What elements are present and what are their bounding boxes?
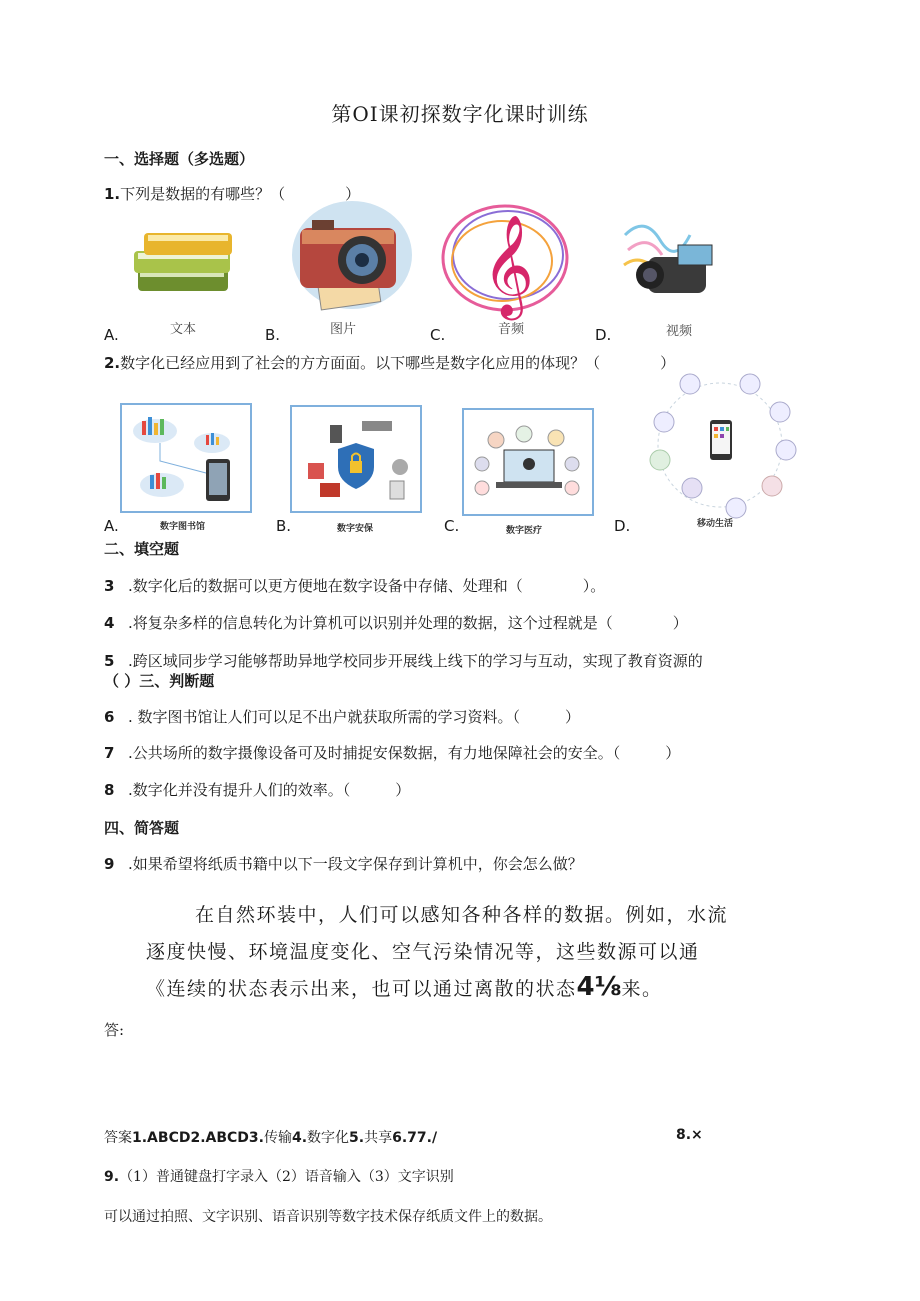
quote-line-1: 在自然环装中，人们可以感知各种各样的数据。例如，水流	[195, 904, 729, 926]
question-number: 5	[104, 652, 115, 670]
answer-key-part: 4.	[291, 1130, 308, 1146]
option-d[interactable]: D.	[595, 326, 612, 344]
page-title: 第OI课初探数字化课时训练	[331, 102, 589, 126]
answer-key-part: （1）普通键盘打字录入（2）语音输入（3）文字识别	[119, 1169, 454, 1185]
svg-text:𝄞: 𝄞	[482, 213, 535, 316]
question-3	[104, 575, 605, 596]
answer-key-part: 8.×	[676, 1127, 703, 1143]
answer-key-part: 9.	[104, 1169, 120, 1185]
option-caption: 音频	[498, 322, 525, 337]
option-a[interactable]: A.	[104, 326, 119, 344]
option-caption: 视频	[666, 324, 693, 339]
question-2	[104, 352, 675, 373]
digital-library-icon	[120, 403, 252, 513]
book-stack-icon	[130, 225, 240, 300]
question-text: . 数字图书馆让人们可以足不出户就获取所需的学习资料。（ ）	[128, 708, 581, 726]
option-caption: 数字图书馆	[160, 522, 206, 532]
answer-key-part: 5.	[349, 1130, 365, 1146]
section-heading-choice: 一、选择题（多选题）	[104, 150, 255, 168]
question-number: 7	[104, 744, 115, 762]
question-text: 数字化已经应用到了社会的方方面面。以下哪些是数字化应用的体现？（ ）	[120, 354, 676, 372]
question-text: .如果希望将纸质书籍中以下一段文字保存到计算机中，你会怎么做？	[128, 855, 583, 873]
quote-line-3	[146, 972, 663, 1002]
answer-key-line-2	[104, 1166, 454, 1186]
question-8	[104, 779, 410, 800]
answer-label: 答:	[104, 1021, 125, 1039]
question-text: .数字化并没有提升人们的效率。（ ）	[128, 781, 411, 799]
option-c[interactable]: C.	[444, 517, 460, 535]
quote-line-3-end: 来。	[621, 978, 663, 1000]
mobile-life-icon	[640, 370, 800, 520]
digital-medical-icon	[462, 408, 594, 516]
question-number: 2.	[104, 354, 121, 372]
question-9	[104, 853, 583, 874]
quote-line-3-text: 《连续的状态表示出来，也可以通过离散的状态	[146, 978, 577, 1000]
section-heading-short-answer: 四、简答题	[104, 819, 180, 837]
question-7	[104, 742, 680, 763]
answer-key-8	[676, 1127, 703, 1143]
question-number: 6	[104, 708, 115, 726]
question-6	[104, 706, 580, 727]
question-text: .跨区域同步学习能够帮助异地学校同步开展线上线下的学习与互动，实现了教育资源的	[128, 652, 703, 670]
answer-key-part: 数字化	[307, 1130, 350, 1146]
option-caption: 文本	[170, 322, 197, 337]
question-text: .数字化后的数据可以更方便地在数字设备中存储、处理和（ ）。	[128, 577, 606, 595]
question-number: 9	[104, 855, 115, 873]
option-caption: 数字医疗	[506, 526, 543, 536]
option-c[interactable]: C.	[430, 326, 446, 344]
answer-key-part: 共享	[364, 1130, 393, 1146]
music-note-icon	[440, 203, 570, 316]
option-b[interactable]: B.	[265, 326, 281, 344]
question-number: 4	[104, 614, 115, 632]
question-number: 1.	[104, 185, 121, 203]
option-caption: 数字安保	[337, 524, 374, 534]
question-4	[104, 612, 688, 633]
answer-key-line-3: 可以通过拍照、文字识别、语音识别等数字技术保存纸质文件上的数据。	[104, 1209, 552, 1225]
video-camera-icon	[620, 215, 730, 305]
question-text: .将复杂多样的信息转化为计算机可以识别并处理的数据，这个过程就是（ ）	[128, 614, 688, 632]
option-d[interactable]: D.	[614, 517, 631, 535]
question-5	[104, 650, 703, 671]
section-heading-judge: （ ）三、判断题	[104, 672, 215, 690]
digital-security-icon	[290, 405, 422, 513]
camera-photo-icon	[290, 200, 415, 320]
question-text: 下列是数据的有哪些？（ ）	[120, 185, 361, 203]
quote-big-glyph: 4⅛	[576, 972, 622, 1002]
option-caption: 移动生活	[697, 519, 734, 529]
answer-key-part: 传输	[263, 1130, 292, 1146]
option-caption: 图片	[330, 322, 357, 337]
question-number: 8	[104, 781, 115, 799]
answer-key-line-1	[104, 1127, 437, 1147]
answer-key-label: 答案	[104, 1130, 132, 1146]
section-heading-fill: 二、填空题	[104, 540, 180, 558]
quote-line-2: 逐度快慢、环境温度变化、空气污染情况等，这些数源可以通	[146, 941, 700, 963]
answer-key-part: 6.77./	[392, 1130, 438, 1146]
option-a[interactable]: A.	[104, 517, 119, 535]
option-b[interactable]: B.	[276, 517, 292, 535]
answer-key-part: 1.ABCD2.ABCD3.	[132, 1130, 264, 1146]
question-text: .公共场所的数字摄像设备可及时捕捉安保数据，有力地保障社会的安全。（ ）	[128, 744, 681, 762]
question-number: 3	[104, 577, 115, 595]
